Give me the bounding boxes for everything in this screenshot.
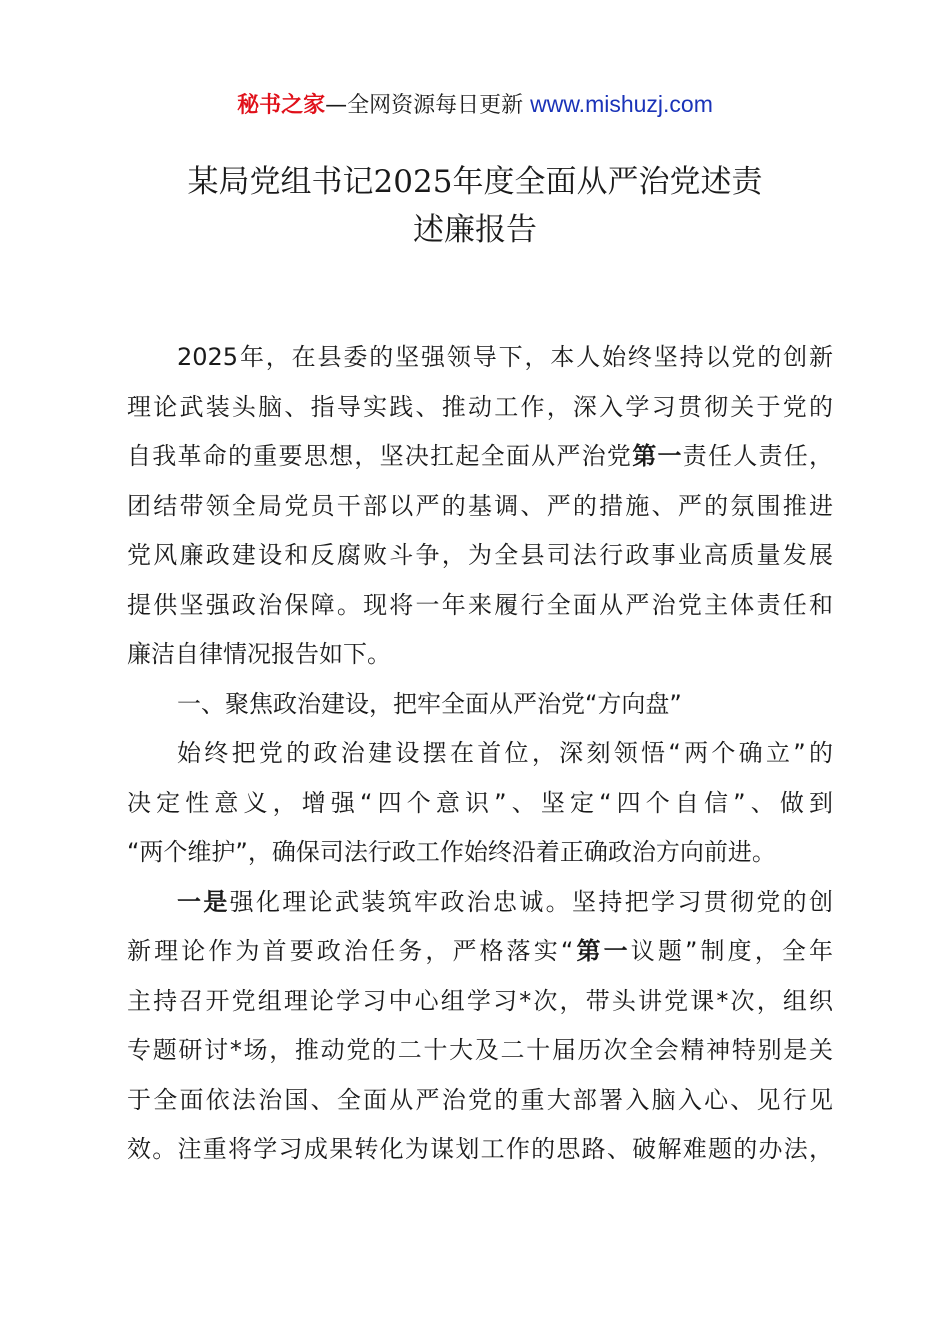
paragraph-3-line: 于全面依法治国、全面从严治党的重大部署入脑入心、见行见 bbox=[127, 1085, 833, 1114]
document-title bbox=[100, 158, 850, 254]
paragraph-2-line: “两个维护”，确保司法行政工作始终沿着正确政治方向前进。 bbox=[127, 838, 776, 866]
text-run: 责任人责任， bbox=[682, 442, 834, 470]
text-run: 自我革命的重要思想，坚决扛起全面从严治党 bbox=[127, 442, 633, 470]
bold-run: 第一 bbox=[632, 442, 683, 470]
brand-name: 秘书之家 bbox=[237, 93, 326, 118]
document-body bbox=[127, 333, 833, 1175]
text-run: 强化理论武装筑牢政治忠诚。坚持把学习贯彻党的创 bbox=[229, 887, 834, 916]
paragraph-1-line: 党风廉政建设和反腐败斗争，为全县司法行政事业高质量发展 bbox=[127, 541, 833, 569]
paragraph-3-line: 专题研讨*场，推动党的二十大及二十届历次全会精神特别是关 bbox=[127, 1036, 833, 1064]
paragraph-3-line: 主持召开党组理论学习中心组学习*次，带头讲党课*次，组织 bbox=[127, 986, 833, 1015]
text-run: 新理论作为首要政治任务，严格落实“ bbox=[127, 937, 574, 965]
paragraph-2-line: 始终把党的政治建设摆在首位，深刻领悟“两个确立”的 bbox=[177, 739, 833, 767]
text-run: 议题”制度，全年 bbox=[630, 937, 834, 965]
paragraph-1-line: 理论武装头脑、指导实践、推动工作，深入学习贯彻关于党的 bbox=[127, 392, 833, 421]
paragraph-3-line bbox=[127, 927, 833, 977]
site-url-link[interactable]: www.mishuzj.com bbox=[530, 91, 713, 117]
paragraph-1-line: 廉洁自律情况报告如下。 bbox=[127, 640, 391, 668]
paragraph-2-line: 决定性意义，增强“四个意识”、坚定“四个自信”、做到 bbox=[127, 788, 833, 817]
document-title-line-1: 某局党组书记2025年度全面从严治党述责 bbox=[187, 164, 763, 200]
paragraph-3-line bbox=[127, 878, 833, 928]
site-header-banner bbox=[0, 88, 950, 122]
bold-run: 第一 bbox=[573, 937, 631, 965]
paragraph-1-line: 团结带领全局党员干部以严的基调、严的措施、严的氛围推进 bbox=[127, 491, 833, 520]
site-tagline: —全网资源每日更新 bbox=[325, 93, 531, 118]
section-heading-1: 一、聚焦政治建设，把牢全面从严治党“方向盘” bbox=[177, 689, 682, 718]
paragraph-3-line: 效。注重将学习成果转化为谋划工作的思路、破解难题的办法， bbox=[127, 1135, 833, 1163]
document-title-line-2: 述廉报告 bbox=[413, 212, 537, 248]
paragraph-1-line bbox=[127, 432, 833, 482]
paragraph-1-line: 2025年，在县委的坚强领导下，本人始终坚持以党的创新 bbox=[177, 343, 833, 371]
paragraph-1-line: 提供坚强政治保障。现将一年来履行全面从严治党主体责任和 bbox=[127, 590, 833, 619]
bold-run: 一是 bbox=[177, 887, 230, 916]
